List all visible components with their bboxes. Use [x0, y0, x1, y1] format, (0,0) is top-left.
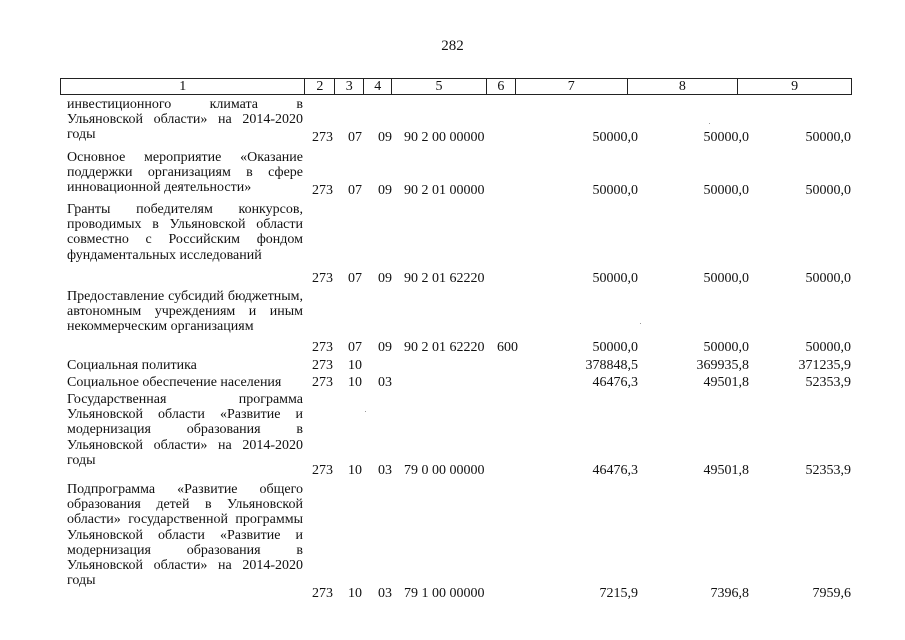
row-value-7: 50000,0: [592, 271, 638, 286]
row-code-5: 90 2 00 00000: [404, 130, 485, 145]
row-value-8: 50000,0: [703, 183, 749, 198]
header-col-5: 5: [392, 79, 487, 94]
row-code-3: 07: [348, 183, 362, 198]
row-value-9: 50000,0: [805, 130, 851, 145]
header-col-4: 4: [364, 79, 392, 94]
row-description: Подпрограмма «Развитие общего образования детей в Ульяновской области» государственной программы Ульяновской области «Развитие и модернизация образования в Ульяновской области» на 2014-2020 годы: [67, 482, 303, 589]
row-code-4: 03: [378, 375, 392, 390]
row-code-2: 273: [312, 586, 333, 601]
row-value-8: 7396,8: [710, 586, 749, 601]
row-value-7: 46476,3: [592, 375, 638, 390]
header-col-9: 9: [791, 79, 799, 94]
row-value-7: 7215,9: [599, 586, 638, 601]
row-code-5: 90 2 01 00000: [404, 183, 485, 198]
row-description: Государственная программа Ульяновской области «Развитие и модернизация образования в Ульяновской области» на 2014-2020 годы: [67, 392, 303, 468]
scan-speck: [640, 323, 641, 324]
page-number: 282: [441, 38, 464, 54]
row-code-5: 79 0 00 00000: [404, 463, 485, 478]
row-code-2: 273: [312, 463, 333, 478]
row-value-8: 50000,0: [703, 340, 749, 355]
row-value-9: 50000,0: [805, 183, 851, 198]
header-col-3: 3: [335, 79, 364, 94]
row-value-9: 371235,9: [798, 358, 851, 373]
row-description: инвестиционного климата в Ульяновской области» на 2014-2020 годы: [67, 97, 303, 143]
row-value-7: 50000,0: [592, 340, 638, 355]
header-col-1: 1: [61, 79, 305, 94]
table-header: [60, 78, 852, 95]
row-code-4: 09: [378, 271, 392, 286]
scan-speck: [709, 123, 710, 124]
row-code-5: 90 2 01 62220: [404, 340, 485, 355]
row-value-9: 52353,9: [805, 375, 851, 390]
header-col-8: 8: [628, 79, 739, 94]
row-value-9: 52353,9: [805, 463, 851, 478]
row-code-2: 273: [312, 271, 333, 286]
header-col-6: 6: [487, 79, 516, 94]
row-value-7: 378848,5: [585, 358, 638, 373]
row-value-9: 50000,0: [805, 271, 851, 286]
row-value-8: 49501,8: [703, 375, 749, 390]
row-value-9: 7959,6: [812, 586, 851, 601]
row-code-2: 273: [312, 183, 333, 198]
row-code-4: 03: [378, 586, 392, 601]
row-code-2: 273: [312, 130, 333, 145]
row-description: Социальная политика: [67, 358, 197, 373]
row-code-4: 09: [378, 183, 392, 198]
row-value-7: 46476,3: [592, 463, 638, 478]
row-value-8: 50000,0: [703, 130, 749, 145]
header-col-2: 2: [305, 79, 335, 94]
row-code-4: 09: [378, 130, 392, 145]
row-description: Основное мероприятие «Оказание поддержки организациям в сфере инновационной деятельности»: [67, 150, 303, 196]
header-col-7: 7: [516, 79, 628, 94]
row-code-3: 10: [348, 358, 362, 373]
row-value-7: 50000,0: [592, 183, 638, 198]
row-code-5: 90 2 01 62220: [404, 271, 485, 286]
row-value-8: 50000,0: [703, 271, 749, 286]
row-code-2: 273: [312, 375, 333, 390]
row-code-4: 09: [378, 340, 392, 355]
row-code-4: 03: [378, 463, 392, 478]
row-value-8: 49501,8: [703, 463, 749, 478]
row-value-8: 369935,8: [696, 358, 749, 373]
row-code-5: 79 1 00 00000: [404, 586, 485, 601]
row-description: Предоставление субсидий бюджетным, автономным учреждениям и иным некоммерческим организациям: [67, 289, 303, 335]
row-code-3: 07: [348, 130, 362, 145]
row-code-3: 10: [348, 586, 362, 601]
row-code-3: 10: [348, 375, 362, 390]
scan-speck: [365, 411, 366, 412]
row-code-6: 600: [497, 340, 518, 355]
row-code-2: 273: [312, 358, 333, 373]
row-value-9: 50000,0: [805, 340, 851, 355]
row-code-2: 273: [312, 340, 333, 355]
row-value-7: 50000,0: [592, 130, 638, 145]
row-code-3: 07: [348, 340, 362, 355]
row-code-3: 07: [348, 271, 362, 286]
row-description: Социальное обеспечение населения: [67, 375, 282, 390]
row-code-3: 10: [348, 463, 362, 478]
row-description: Гранты победителям конкурсов, проводимых в Ульяновской области совместно с Российским фондом фундаментальных исследований: [67, 202, 303, 263]
